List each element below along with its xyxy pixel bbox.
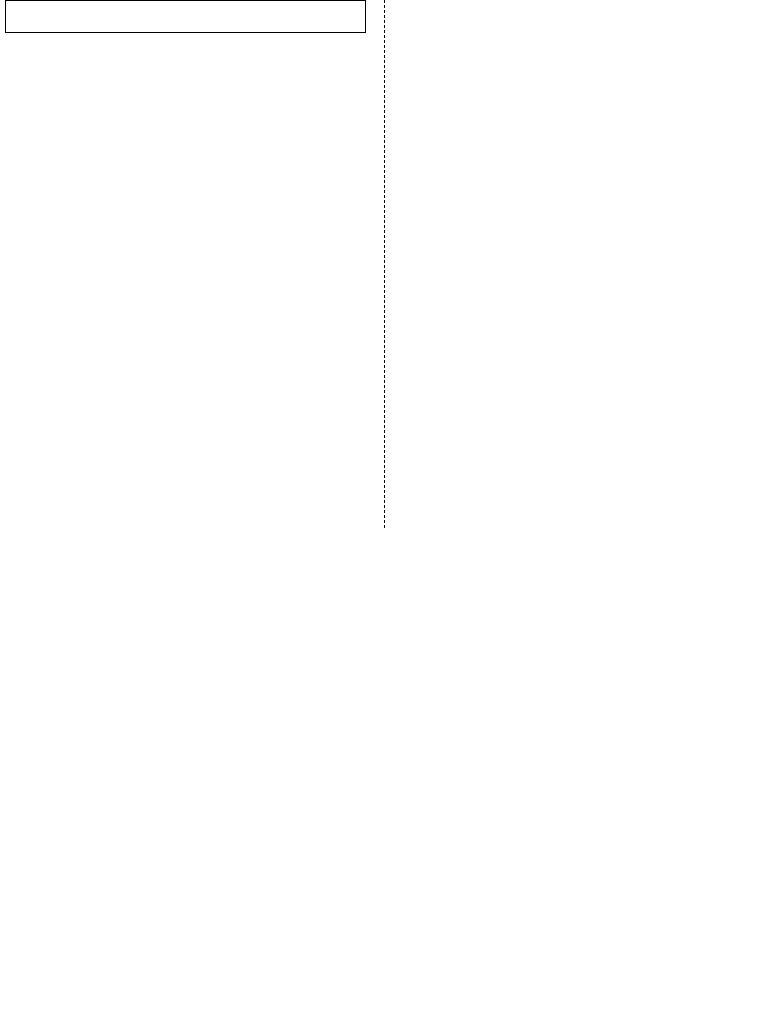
airport-info-text bbox=[8, 45, 378, 95]
approach-chart-sector-a bbox=[36, 542, 366, 1024]
page-divider bbox=[384, 0, 385, 528]
airport-header bbox=[5, 0, 366, 33]
approach-chart-sector-b bbox=[436, 542, 766, 1024]
